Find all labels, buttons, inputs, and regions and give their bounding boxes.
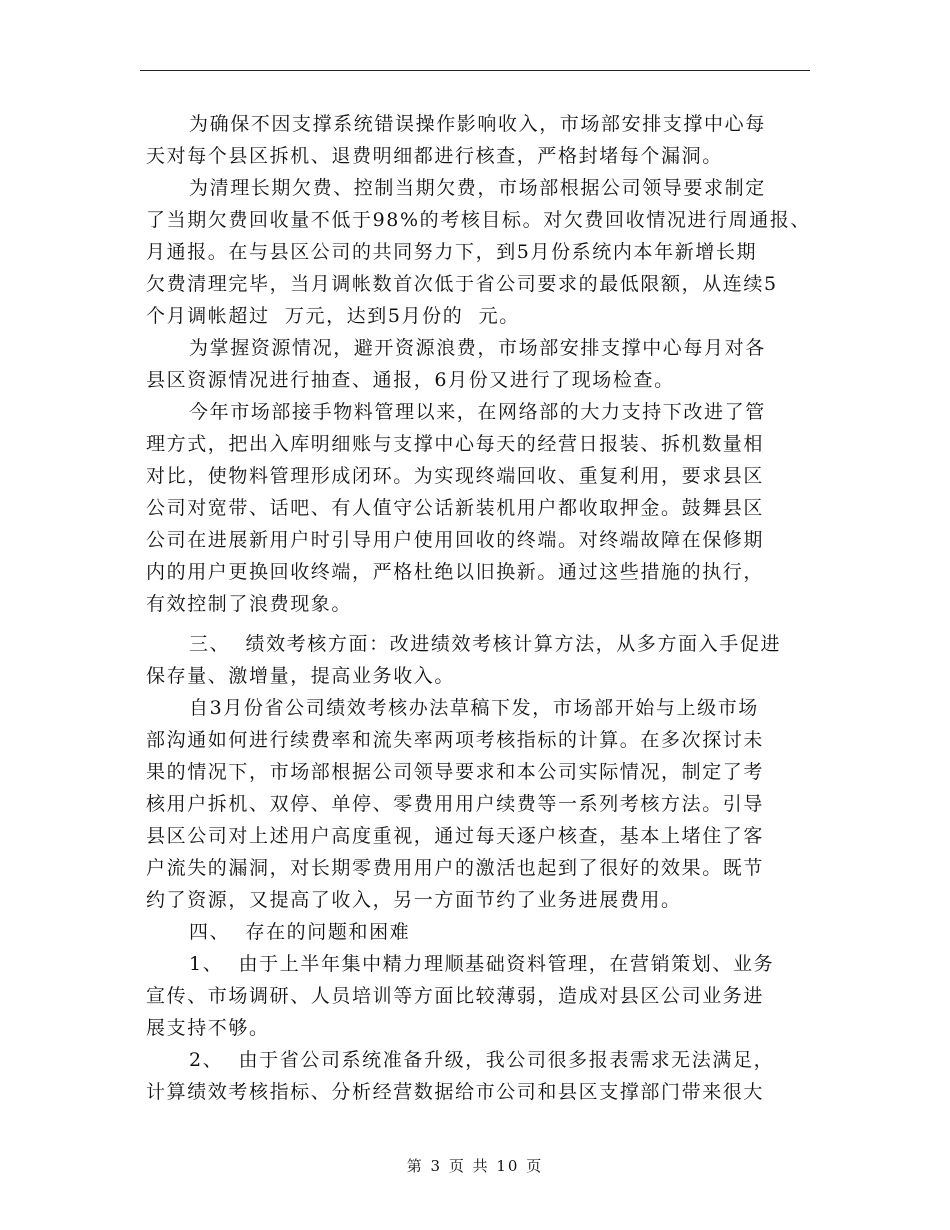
text-line: 核用户拆机、双停、单停、零费用用户续费等一系列考核方法。引导 <box>146 793 765 815</box>
text-line: 部沟通如何进行续费率和流失率两项考核指标的计算。在多次探讨未 <box>146 729 765 751</box>
section-heading-line: 四、 存在的问题和困难 <box>189 921 411 943</box>
text-line: 对比，使物料管理形成闭环。为实现终端回收、重复利用，要求县区 <box>146 465 765 487</box>
text-line: 展支持不够。 <box>146 1017 270 1039</box>
text-line: 为清理长期欠费、控制当期欠费，市场部根据公司领导要求制定 <box>189 177 766 199</box>
text-line: 宣传、市场调研、人员培训等方面比较薄弱，造成对县区公司业务进 <box>146 985 765 1007</box>
text-line: 天对每个县区拆机、退费明细都进行核查，严格封堵每个漏洞。 <box>146 145 723 167</box>
section-heading-line: 三、 绩效考核方面：改进绩效考核计算方法，从多方面入手促进 <box>189 633 782 655</box>
text-line: 为掌握资源情况，避开资源浪费，市场部安排支撑中心每月对各 <box>189 337 766 359</box>
text-line: 了当期欠费回收量不低于98%的考核目标。对欠费回收情况进行周通报、 <box>146 209 812 231</box>
text-line: 月通报。在与县区公司的共同努力下，到5月份系统内本年新增长期 <box>146 241 758 263</box>
text-line: 约了资源，又提高了收入，另一方面节约了业务进展费用。 <box>146 889 682 911</box>
text-line: 为确保不因支撑系统错误操作影响收入，市场部安排支撑中心每 <box>189 113 766 135</box>
text-line: 理方式，把出入库明细账与支撑中心每天的经营日报装、拆机数量相 <box>146 433 765 455</box>
header-rule <box>140 70 810 71</box>
text-line: 县区公司对上述用户高度重视，通过每天逐户核查，基本上堵住了客 <box>146 825 765 847</box>
text-line: 果的情况下，市场部根据公司领导要求和本公司实际情况，制定了考 <box>146 761 765 783</box>
text-line: 有效控制了浪费现象。 <box>146 593 353 615</box>
text-line: 县区资源情况进行抽查、通报，6月份又进行了现场检查。 <box>146 369 675 391</box>
text-line: 户流失的漏洞，对长期零费用用户的激活也起到了很好的效果。既节 <box>146 857 765 879</box>
text-line: 今年市场部接手物料管理以来，在网络部的大力支持下改进了管 <box>189 401 766 423</box>
text-line: 欠费清理完毕，当月调帐数首次低于省公司要求的最低限额，从连续5 <box>146 273 778 295</box>
text-line: 计算绩效考核指标、分析经营数据给市公司和县区支撑部门带来很大 <box>146 1081 765 1103</box>
page-footer: 第 3 页 共 10 页 <box>406 1157 544 1175</box>
text-line: 保存量、激增量，提高业务收入。 <box>146 665 456 687</box>
text-line: 公司对宽带、话吧、有人值守公话新装机用户都收取押金。鼓舞县区 <box>146 497 765 519</box>
text-line: 内的用户更换回收终端，严格杜绝以旧换新。通过这些措施的执行， <box>146 561 765 583</box>
text-line: 1、 由于上半年集中精力理顺基础资料管理，在营销策划、业务 <box>189 953 775 975</box>
text-line: 个月调帐超过 万元，达到5月份的 元。 <box>146 305 520 327</box>
text-line: 公司在进展新用户时引导用户使用回收的终端。对终端故障在保修期 <box>146 529 765 551</box>
text-line: 2、 由于省公司系统准备升级，我公司很多报表需求无法满足， <box>189 1049 775 1071</box>
text-line: 自3月份省公司绩效考核办法草稿下发，市场部开始与上级市场 <box>189 697 759 719</box>
